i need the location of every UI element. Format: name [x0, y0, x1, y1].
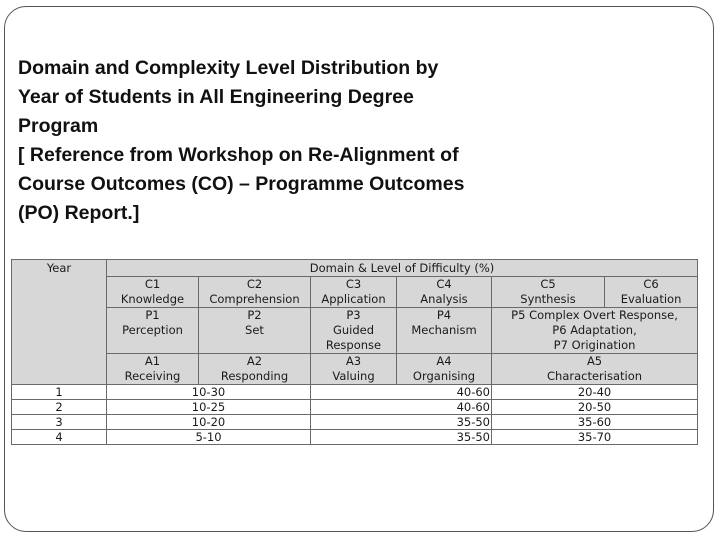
cognitive-c2: C2 Comprehension	[199, 277, 311, 308]
table-row	[12, 430, 698, 445]
table-row	[12, 415, 698, 430]
psychomotor-p1: P1 Perception	[107, 308, 199, 354]
low-level-cell: 5-10	[107, 430, 311, 445]
psychomotor-p4: P4 Mechanism	[397, 308, 492, 354]
mid-level-cell: 35-50	[311, 430, 492, 445]
low-level-cell: 10-20	[107, 415, 311, 430]
mid-level-cell: 35-50	[311, 415, 492, 430]
affective-a2: A2 Responding	[199, 354, 311, 385]
psychomotor-row	[12, 308, 698, 354]
mid-level-cell: 40-60	[311, 385, 492, 400]
table-row	[12, 385, 698, 400]
mid-level-cell: 40-60	[311, 400, 492, 415]
heading-line-3: Program	[18, 115, 99, 137]
heading-line-1: Domain and Complexity Level Distribution by	[18, 57, 439, 79]
cognitive-c6: C6 Evaluation	[605, 277, 698, 308]
cognitive-c4: C4 Analysis	[397, 277, 492, 308]
heading-line-6: (PO) Report.]	[18, 202, 140, 224]
year-cell: 2	[12, 400, 107, 415]
slide-heading	[18, 54, 618, 228]
distribution-table	[11, 259, 698, 445]
year-cell: 1	[12, 385, 107, 400]
low-level-cell: 10-30	[107, 385, 311, 400]
cognitive-c1: C1 Knowledge	[107, 277, 199, 308]
year-header: Year	[12, 260, 107, 385]
cognitive-row	[12, 277, 698, 308]
high-level-cell: 35-60	[492, 415, 698, 430]
cognitive-c3: C3 Application	[311, 277, 397, 308]
psychomotor-p5-p7: P5 Complex Overt Response, P6 Adaptation, P7 Origination	[492, 308, 698, 354]
psychomotor-p2: P2 Set	[199, 308, 311, 354]
affective-a4: A4 Organising	[397, 354, 492, 385]
affective-a3: A3 Valuing	[311, 354, 397, 385]
domain-header: Domain & Level of Difficulty (%)	[107, 260, 698, 277]
psychomotor-p3: P3 Guided Response	[311, 308, 397, 354]
high-level-cell: 35-70	[492, 430, 698, 445]
heading-line-2: Year of Students in All Engineering Degree	[18, 86, 414, 108]
heading-line-5: Course Outcomes (CO) – Programme Outcomes	[18, 173, 465, 195]
affective-a1: A1 Receiving	[107, 354, 199, 385]
cognitive-c5: C5 Synthesis	[492, 277, 605, 308]
affective-a5: A5 Characterisation	[492, 354, 698, 385]
low-level-cell: 10-25	[107, 400, 311, 415]
distribution-table-image	[8, 243, 708, 465]
table-row	[12, 400, 698, 415]
affective-row	[12, 354, 698, 385]
high-level-cell: 20-50	[492, 400, 698, 415]
year-cell: 3	[12, 415, 107, 430]
heading-line-4: [ Reference from Workshop on Re-Alignment of	[18, 144, 459, 166]
year-cell: 4	[12, 430, 107, 445]
high-level-cell: 20-40	[492, 385, 698, 400]
